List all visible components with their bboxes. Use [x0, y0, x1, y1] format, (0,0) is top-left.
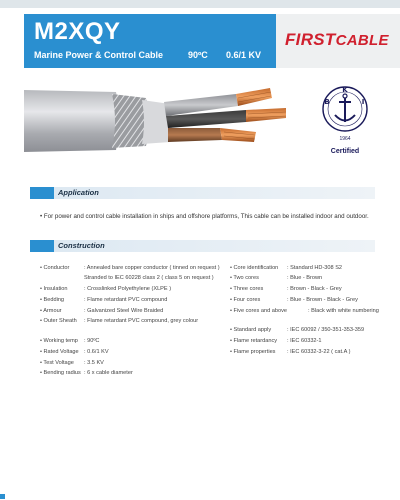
spec-label: • Outer Sheath — [40, 318, 77, 324]
spec-value: : Flame retardant PVC compound, grey colour — [84, 318, 199, 324]
spec-label: • Standard apply — [230, 327, 272, 333]
spec-value: : Flame retardant PVC compound — [84, 297, 168, 303]
spec-value: : IEC 60092 / 350-351-353-359 — [287, 327, 365, 333]
cert-year: 1964 — [339, 136, 351, 142]
spec-value: : 6 x cable diameter — [84, 370, 133, 376]
spec-label: • Insulation — [40, 286, 68, 292]
spec-label: • Conductor — [40, 265, 70, 271]
bki-certification-mark — [310, 82, 380, 172]
cert-label: Certified — [330, 148, 360, 155]
brand-logo-cable: CABLE — [335, 32, 389, 49]
brand-logo-first: FIRST — [285, 30, 336, 49]
spec-value: : 3.5 KV — [84, 360, 104, 366]
spec-value: : IEC 60332-1 — [287, 338, 322, 344]
brand-logo — [285, 30, 389, 50]
spec-value: Stranded to IEC 60228 class 2 ( class 5 on request ) — [84, 275, 214, 281]
top-strip — [0, 0, 400, 8]
spec-value: : Brown - Black - Grey — [287, 286, 342, 292]
spec-label: • Rated Voltage — [40, 349, 79, 355]
seal-letter-k: K — [342, 86, 348, 94]
spec-label: • Four cores — [230, 297, 261, 303]
application-section-bar — [30, 187, 375, 199]
spec-value: : Black with white numbering — [308, 308, 379, 314]
product-title: M2XQY — [34, 18, 121, 45]
construction-section-tab — [30, 240, 54, 252]
spec-label: • Bending radius — [40, 370, 81, 376]
application-section-title: Application — [58, 188, 99, 197]
spec-label: • Three cores — [230, 286, 264, 292]
product-temperature: 90ºC — [188, 50, 208, 60]
cable-illustration — [24, 72, 294, 182]
spec-label: • Bedding — [40, 297, 65, 303]
spec-label: • Flame retardancy — [230, 338, 278, 344]
spec-value: : Crosslinked Polyethylene (XLPE ) — [84, 286, 172, 292]
corner-marker — [0, 494, 5, 499]
spec-value: : Standard HD-308 S2 — [287, 265, 343, 271]
application-text: • For power and control cable installation in ships and offshore platforms, This cable can be installed indoor and outdoor. — [40, 213, 369, 220]
spec-label: • Test Voltage — [40, 360, 74, 366]
spec-value: : Galvanized Steel Wire Braided — [84, 308, 164, 314]
spec-label: • Armour — [40, 308, 62, 314]
product-voltage: 0.6/1 KV — [226, 50, 262, 60]
bki-seal-icon — [310, 82, 380, 138]
spec-label: • Two cores — [230, 275, 259, 281]
spec-label: • Core identification — [230, 265, 279, 271]
spec-value: : 90ºC — [84, 338, 100, 344]
application-section-tab — [30, 187, 54, 199]
seal-letter-i: I — [361, 98, 365, 106]
cable-drawing — [24, 72, 294, 182]
seal-letter-b: B — [324, 98, 330, 106]
spec-value: : Annealed bare copper conductor ( tinned on request ) — [84, 265, 220, 271]
header-banner — [0, 14, 400, 68]
spec-value: : 0.6/1 KV — [84, 349, 109, 355]
product-subtitle: Marine Power & Control Cable — [34, 50, 164, 60]
spec-label: • Flame properties — [230, 349, 276, 355]
spec-label: • Working temp — [40, 338, 78, 344]
spec-value: : IEC 60332-3-22 ( cat.A ) — [287, 349, 351, 355]
spec-value: : Blue - Brown — [287, 275, 323, 281]
construction-section-title: Construction — [58, 241, 105, 250]
spec-label: • Five cores and above — [230, 308, 287, 314]
spec-value: : Blue - Brown - Black - Grey — [287, 297, 358, 303]
construction-section-bar — [30, 240, 375, 252]
